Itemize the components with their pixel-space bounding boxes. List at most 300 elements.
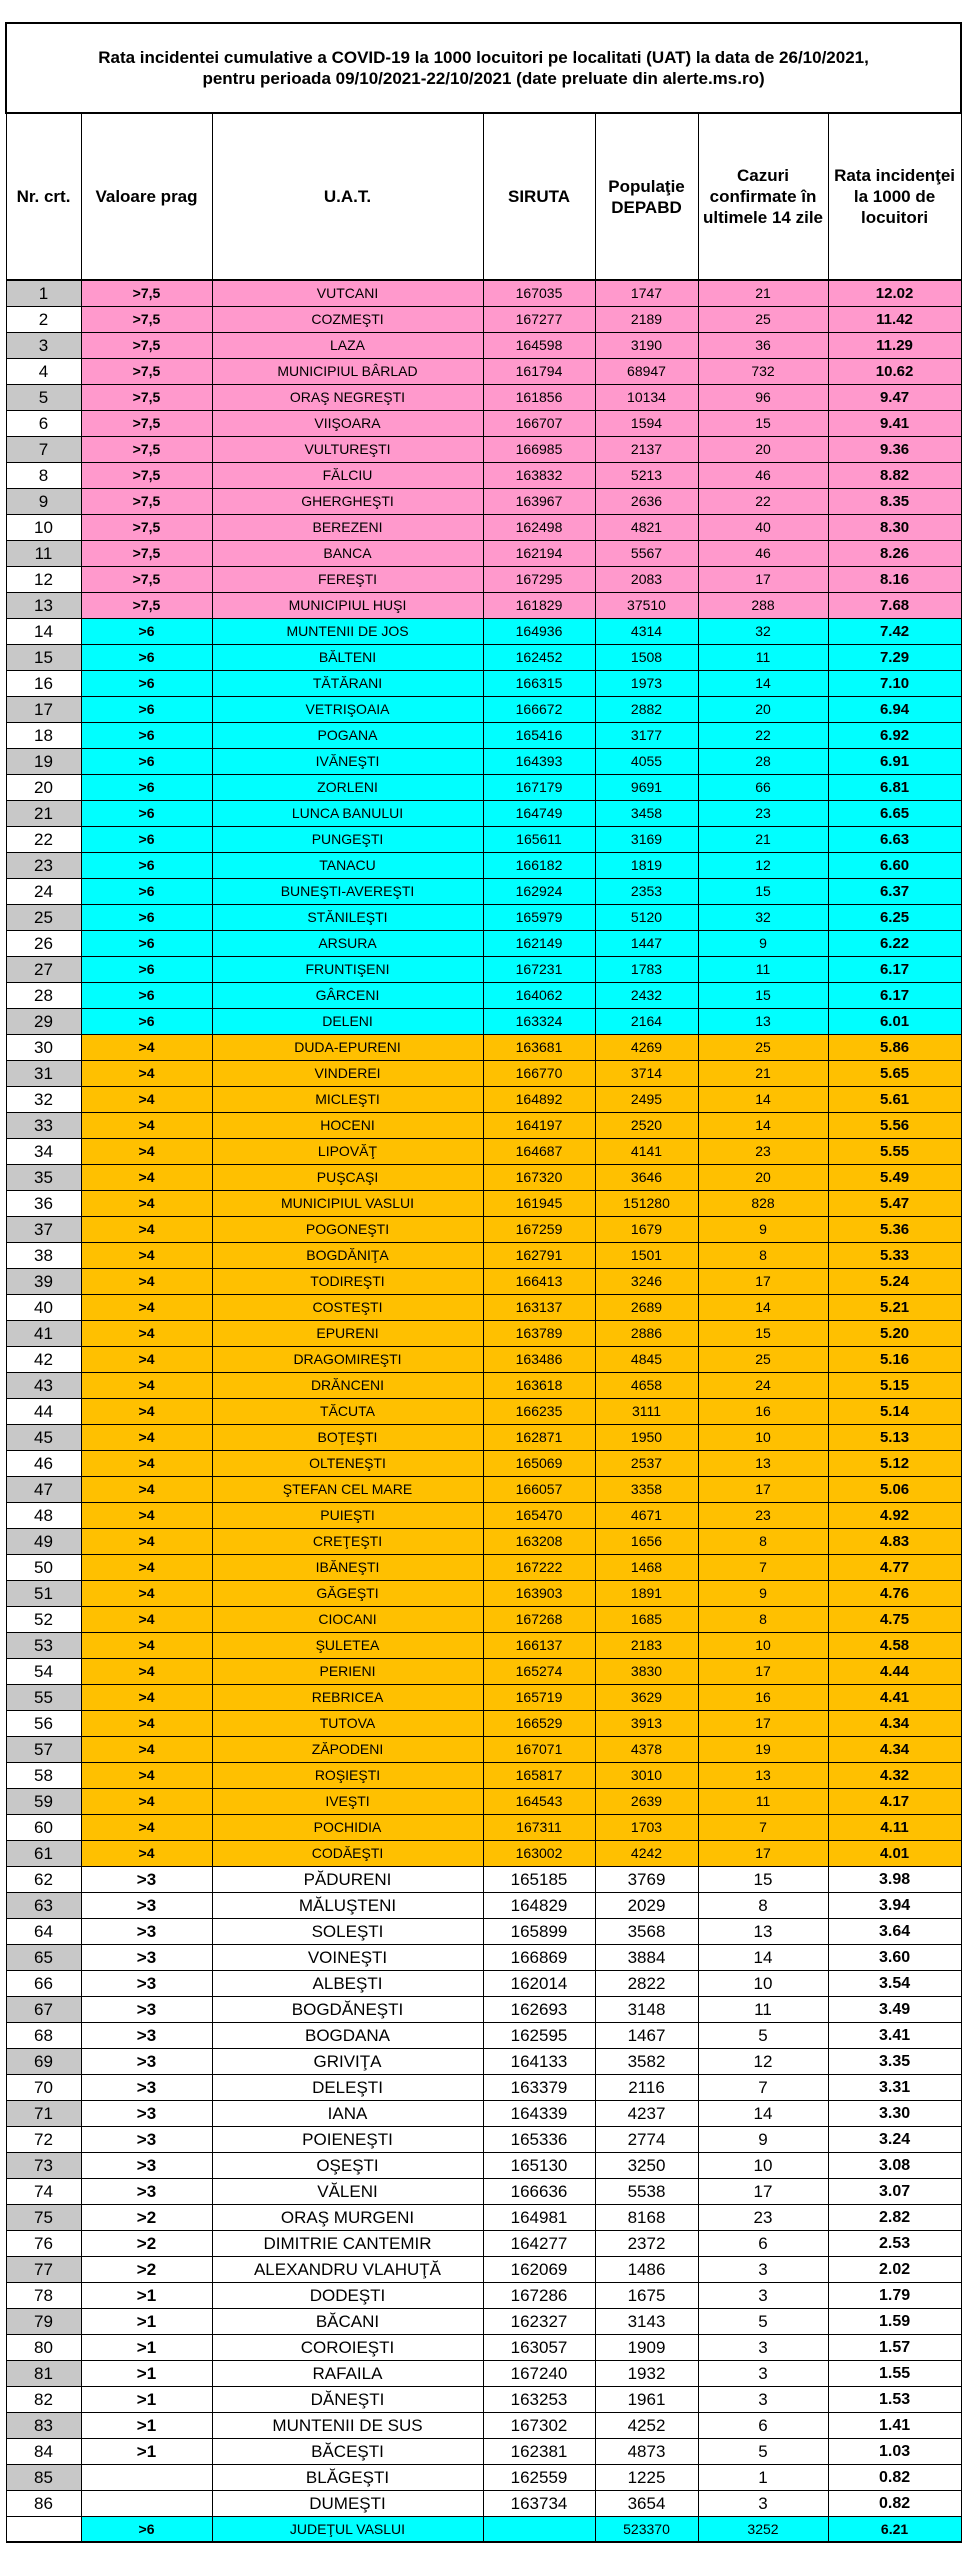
row-prag: >4 [81, 1061, 212, 1087]
row-cases: 10 [698, 1633, 828, 1659]
table-row [6, 1451, 961, 1477]
row-population: 3250 [595, 2153, 698, 2179]
row-uat: POCHIDIA [212, 1815, 483, 1841]
table-row [6, 2335, 961, 2361]
row-population: 4873 [595, 2439, 698, 2465]
row-uat: DRĂNCENI [212, 1373, 483, 1399]
row-rate: 7.68 [828, 593, 961, 619]
row-nr: 43 [6, 1373, 81, 1399]
row-siruta: 166413 [483, 1269, 595, 1295]
row-siruta: 167222 [483, 1555, 595, 1581]
row-rate: 3.35 [828, 2049, 961, 2075]
row-population: 1486 [595, 2257, 698, 2283]
row-population: 1950 [595, 1425, 698, 1451]
row-cases: 14 [698, 2101, 828, 2127]
row-siruta: 165611 [483, 827, 595, 853]
row-siruta: 165336 [483, 2127, 595, 2153]
row-rate: 3.31 [828, 2075, 961, 2101]
row-cases: 23 [698, 1139, 828, 1165]
row-nr: 60 [6, 1815, 81, 1841]
row-prag: >7,5 [81, 333, 212, 359]
row-population: 4845 [595, 1347, 698, 1373]
row-cases: 9 [698, 1581, 828, 1607]
row-prag: >4 [81, 1217, 212, 1243]
row-population: 37510 [595, 593, 698, 619]
row-cases: 10 [698, 2153, 828, 2179]
row-uat: POGANA [212, 723, 483, 749]
row-prag: >4 [81, 1269, 212, 1295]
row-rate: 4.17 [828, 1789, 961, 1815]
row-prag: >4 [81, 1841, 212, 1867]
row-prag: >4 [81, 1607, 212, 1633]
row-uat: EPURENI [212, 1321, 483, 1347]
row-nr: 39 [6, 1269, 81, 1295]
row-nr: 19 [6, 749, 81, 775]
row-cases: 11 [698, 957, 828, 983]
total-siruta [483, 2517, 595, 2543]
row-siruta: 164829 [483, 1893, 595, 1919]
row-rate: 4.92 [828, 1503, 961, 1529]
row-population: 3358 [595, 1477, 698, 1503]
row-siruta: 165979 [483, 905, 595, 931]
row-nr: 62 [6, 1867, 81, 1893]
row-prag: >7,5 [81, 280, 212, 307]
row-prag [81, 2491, 212, 2517]
row-cases: 11 [698, 1789, 828, 1815]
table-row [6, 1009, 961, 1035]
row-rate: 5.21 [828, 1295, 961, 1321]
row-uat: ALBEŞTI [212, 1971, 483, 1997]
row-cases: 732 [698, 359, 828, 385]
row-population: 2537 [595, 1451, 698, 1477]
report-title-line1: Rata incidentei cumulative a COVID-19 la 1000 locuitori pe localitati (UAT) la data de 26/10/2021, [98, 48, 869, 67]
row-nr: 48 [6, 1503, 81, 1529]
row-siruta: 163967 [483, 489, 595, 515]
row-cases: 9 [698, 2127, 828, 2153]
row-rate: 10.62 [828, 359, 961, 385]
row-nr: 76 [6, 2231, 81, 2257]
table-row [6, 1867, 961, 1893]
table-row [6, 1607, 961, 1633]
row-population: 2116 [595, 2075, 698, 2101]
row-prag: >6 [81, 697, 212, 723]
row-population: 3246 [595, 1269, 698, 1295]
row-siruta: 164892 [483, 1087, 595, 1113]
row-prag: >3 [81, 1997, 212, 2023]
row-population: 3913 [595, 1711, 698, 1737]
row-siruta: 163903 [483, 1581, 595, 1607]
row-uat: GHERGHEŞTI [212, 489, 483, 515]
row-rate: 3.41 [828, 2023, 961, 2049]
row-uat: ZORLENI [212, 775, 483, 801]
row-prag: >7,5 [81, 541, 212, 567]
row-uat: COROIEŞTI [212, 2335, 483, 2361]
row-population: 2353 [595, 879, 698, 905]
row-uat: VETRIŞOAIA [212, 697, 483, 723]
table-row [6, 1815, 961, 1841]
row-nr: 77 [6, 2257, 81, 2283]
table-row [6, 2127, 961, 2153]
table-row [6, 645, 961, 671]
row-prag: >1 [81, 2387, 212, 2413]
row-cases: 9 [698, 931, 828, 957]
row-uat: TĂTĂRANI [212, 671, 483, 697]
row-nr: 40 [6, 1295, 81, 1321]
row-prag: >7,5 [81, 593, 212, 619]
row-cases: 13 [698, 1451, 828, 1477]
row-cases: 7 [698, 2075, 828, 2101]
table-row [6, 1399, 961, 1425]
row-nr: 54 [6, 1659, 81, 1685]
row-population: 3169 [595, 827, 698, 853]
row-cases: 3 [698, 2387, 828, 2413]
row-siruta: 166985 [483, 437, 595, 463]
table-row [6, 723, 961, 749]
table-row [6, 2491, 961, 2517]
row-prag: >4 [81, 1425, 212, 1451]
row-uat: VOINEŞTI [212, 1945, 483, 1971]
row-uat: ŞTEFAN CEL MARE [212, 1477, 483, 1503]
row-prag: >6 [81, 775, 212, 801]
row-siruta: 163832 [483, 463, 595, 489]
row-rate: 6.81 [828, 775, 961, 801]
row-population: 3010 [595, 1763, 698, 1789]
row-rate: 1.55 [828, 2361, 961, 2387]
row-siruta: 164133 [483, 2049, 595, 2075]
table-row [6, 1581, 961, 1607]
row-population: 3884 [595, 1945, 698, 1971]
row-nr: 85 [6, 2465, 81, 2491]
table-row [6, 983, 961, 1009]
row-rate: 4.75 [828, 1607, 961, 1633]
table-row [6, 2231, 961, 2257]
row-nr: 57 [6, 1737, 81, 1763]
row-nr: 11 [6, 541, 81, 567]
row-rate: 9.36 [828, 437, 961, 463]
table-row [6, 385, 961, 411]
row-siruta: 162452 [483, 645, 595, 671]
row-uat: DRAGOMIREŞTI [212, 1347, 483, 1373]
row-prag: >3 [81, 2127, 212, 2153]
row-uat: BOGDĂNIŢA [212, 1243, 483, 1269]
row-population: 3568 [595, 1919, 698, 1945]
row-cases: 46 [698, 463, 828, 489]
total-row [6, 2517, 961, 2543]
table-row [6, 1763, 961, 1789]
row-prag: >4 [81, 1373, 212, 1399]
row-prag: >4 [81, 1113, 212, 1139]
row-nr: 9 [6, 489, 81, 515]
table-row [6, 671, 961, 697]
total-nr-cell [6, 2517, 81, 2543]
table-row [6, 1789, 961, 1815]
row-nr: 22 [6, 827, 81, 853]
row-prag: >3 [81, 1893, 212, 1919]
row-siruta: 165130 [483, 2153, 595, 2179]
row-rate: 5.65 [828, 1061, 961, 1087]
row-uat: CODĂEŞTI [212, 1841, 483, 1867]
row-cases: 8 [698, 1243, 828, 1269]
row-prag: >1 [81, 2413, 212, 2439]
row-uat: SOLEŞTI [212, 1919, 483, 1945]
table-row [6, 1971, 961, 1997]
row-rate: 0.82 [828, 2491, 961, 2517]
row-rate: 4.58 [828, 1633, 961, 1659]
row-population: 2639 [595, 1789, 698, 1815]
row-prag: >4 [81, 1581, 212, 1607]
total-uat: JUDEŢUL VASLUI [212, 2517, 483, 2543]
row-nr: 50 [6, 1555, 81, 1581]
row-siruta: 162595 [483, 2023, 595, 2049]
row-cases: 21 [698, 827, 828, 853]
row-uat: CIOCANI [212, 1607, 483, 1633]
row-siruta: 167179 [483, 775, 595, 801]
row-prag: >4 [81, 1035, 212, 1061]
row-siruta: 166770 [483, 1061, 595, 1087]
row-rate: 5.47 [828, 1191, 961, 1217]
row-nr: 68 [6, 2023, 81, 2049]
row-uat: TODIREŞTI [212, 1269, 483, 1295]
row-uat: TĂCUTA [212, 1399, 483, 1425]
table-row [6, 411, 961, 437]
row-nr: 30 [6, 1035, 81, 1061]
row-rate: 5.55 [828, 1139, 961, 1165]
row-population: 1973 [595, 671, 698, 697]
row-siruta: 165899 [483, 1919, 595, 1945]
row-siruta: 163681 [483, 1035, 595, 1061]
row-siruta: 167035 [483, 280, 595, 307]
row-rate: 5.33 [828, 1243, 961, 1269]
row-population: 1594 [595, 411, 698, 437]
row-uat: BĂCANI [212, 2309, 483, 2335]
row-uat: DIMITRIE CANTEMIR [212, 2231, 483, 2257]
row-prag: >4 [81, 1139, 212, 1165]
row-nr: 3 [6, 333, 81, 359]
row-prag: >4 [81, 1685, 212, 1711]
row-nr: 72 [6, 2127, 81, 2153]
row-population: 1891 [595, 1581, 698, 1607]
row-uat: OŞEŞTI [212, 2153, 483, 2179]
header-siruta: SIRUTA [483, 113, 595, 280]
row-uat: RAFAILA [212, 2361, 483, 2387]
table-row [6, 1035, 961, 1061]
row-cases: 12 [698, 2049, 828, 2075]
table-row [6, 1529, 961, 1555]
table-row [6, 1555, 961, 1581]
row-cases: 3 [698, 2257, 828, 2283]
row-rate: 3.49 [828, 1997, 961, 2023]
row-uat: MĂLUŞTENI [212, 1893, 483, 1919]
row-rate: 3.98 [828, 1867, 961, 1893]
row-uat: BEREZENI [212, 515, 483, 541]
row-population: 5567 [595, 541, 698, 567]
row-nr: 25 [6, 905, 81, 931]
row-siruta: 161945 [483, 1191, 595, 1217]
row-uat: ROŞIEŞTI [212, 1763, 483, 1789]
row-prag: >6 [81, 957, 212, 983]
header-uat: U.A.T. [212, 113, 483, 280]
row-cases: 16 [698, 1399, 828, 1425]
row-nr: 51 [6, 1581, 81, 1607]
row-uat: STĂNILEŞTI [212, 905, 483, 931]
table-row [6, 1113, 961, 1139]
row-population: 1508 [595, 645, 698, 671]
row-cases: 17 [698, 1841, 828, 1867]
row-rate: 5.16 [828, 1347, 961, 1373]
table-row [6, 593, 961, 619]
row-cases: 288 [698, 593, 828, 619]
row-cases: 8 [698, 1893, 828, 1919]
row-nr: 10 [6, 515, 81, 541]
row-siruta: 163618 [483, 1373, 595, 1399]
report-title-line2: pentru perioada 09/10/2021-22/10/2021 (date preluate din alerte.ms.ro) [202, 69, 765, 88]
row-uat: FRUNTIŞENI [212, 957, 483, 983]
row-cases: 32 [698, 619, 828, 645]
table-row [6, 931, 961, 957]
row-rate: 7.10 [828, 671, 961, 697]
row-rate: 5.12 [828, 1451, 961, 1477]
row-siruta: 165470 [483, 1503, 595, 1529]
row-population: 2137 [595, 437, 698, 463]
row-cases: 20 [698, 697, 828, 723]
table-row [6, 827, 961, 853]
table-row [6, 2153, 961, 2179]
row-uat: VĂLENI [212, 2179, 483, 2205]
row-nr: 52 [6, 1607, 81, 1633]
row-nr: 14 [6, 619, 81, 645]
row-nr: 47 [6, 1477, 81, 1503]
table-row [6, 2361, 961, 2387]
table-row [6, 905, 961, 931]
row-siruta: 162924 [483, 879, 595, 905]
row-prag [81, 2465, 212, 2491]
row-cases: 7 [698, 1555, 828, 1581]
row-population: 5213 [595, 463, 698, 489]
row-rate: 5.14 [828, 1399, 961, 1425]
report-title [6, 23, 961, 113]
row-population: 151280 [595, 1191, 698, 1217]
row-nr: 70 [6, 2075, 81, 2101]
row-uat: BANCA [212, 541, 483, 567]
row-uat: LIPOVĂŢ [212, 1139, 483, 1165]
row-population: 3177 [595, 723, 698, 749]
row-prag: >1 [81, 2309, 212, 2335]
row-prag: >6 [81, 879, 212, 905]
row-population: 2432 [595, 983, 698, 1009]
row-population: 3769 [595, 1867, 698, 1893]
row-prag: >6 [81, 801, 212, 827]
row-population: 3714 [595, 1061, 698, 1087]
row-siruta: 161794 [483, 359, 595, 385]
row-prag: >4 [81, 1555, 212, 1581]
row-uat: PERIENI [212, 1659, 483, 1685]
row-nr: 69 [6, 2049, 81, 2075]
row-siruta: 162381 [483, 2439, 595, 2465]
table-row [6, 1893, 961, 1919]
header-nr: Nr. crt. [6, 113, 81, 280]
row-cases: 20 [698, 1165, 828, 1191]
row-cases: 14 [698, 671, 828, 697]
row-uat: POGONEŞTI [212, 1217, 483, 1243]
table-row [6, 463, 961, 489]
row-cases: 14 [698, 1295, 828, 1321]
row-siruta: 166636 [483, 2179, 595, 2205]
row-cases: 36 [698, 333, 828, 359]
table-row [6, 2413, 961, 2439]
row-cases: 5 [698, 2023, 828, 2049]
table-row [6, 515, 961, 541]
table-row [6, 2101, 961, 2127]
row-nr: 26 [6, 931, 81, 957]
row-rate: 8.26 [828, 541, 961, 567]
row-prag: >3 [81, 2023, 212, 2049]
row-siruta: 164598 [483, 333, 595, 359]
row-rate: 5.15 [828, 1373, 961, 1399]
row-population: 2882 [595, 697, 698, 723]
row-uat: COSTEŞTI [212, 1295, 483, 1321]
row-prag: >2 [81, 2257, 212, 2283]
row-uat: DUDA-EPURENI [212, 1035, 483, 1061]
row-siruta: 166235 [483, 1399, 595, 1425]
row-cases: 14 [698, 1945, 828, 1971]
row-population: 1679 [595, 1217, 698, 1243]
total-rate: 6.21 [828, 2517, 961, 2543]
row-siruta: 164339 [483, 2101, 595, 2127]
row-rate: 6.94 [828, 697, 961, 723]
row-prag: >4 [81, 1789, 212, 1815]
row-rate: 4.44 [828, 1659, 961, 1685]
header-cases: Cazuri confirmate în ultimele 14 zile [698, 113, 828, 280]
row-rate: 5.61 [828, 1087, 961, 1113]
row-siruta: 163253 [483, 2387, 595, 2413]
row-rate: 3.24 [828, 2127, 961, 2153]
table-row [6, 1997, 961, 2023]
row-prag: >1 [81, 2439, 212, 2465]
row-siruta: 164749 [483, 801, 595, 827]
row-nr: 31 [6, 1061, 81, 1087]
incidence-table [5, 22, 962, 2543]
row-siruta: 166057 [483, 1477, 595, 1503]
row-population: 5120 [595, 905, 698, 931]
row-cases: 13 [698, 1763, 828, 1789]
row-population: 3111 [595, 1399, 698, 1425]
row-nr: 2 [6, 307, 81, 333]
row-rate: 1.41 [828, 2413, 961, 2439]
row-uat: MICLEŞTI [212, 1087, 483, 1113]
row-nr: 7 [6, 437, 81, 463]
row-population: 1501 [595, 1243, 698, 1269]
row-uat: ZĂPODENI [212, 1737, 483, 1763]
row-siruta: 164393 [483, 749, 595, 775]
row-siruta: 166315 [483, 671, 595, 697]
row-population: 4314 [595, 619, 698, 645]
row-rate: 1.57 [828, 2335, 961, 2361]
table-row [6, 1269, 961, 1295]
row-uat: DUMEŞTI [212, 2491, 483, 2517]
row-cases: 13 [698, 1009, 828, 1035]
row-cases: 6 [698, 2231, 828, 2257]
row-uat: MUNICIPIUL BÂRLAD [212, 359, 483, 385]
row-prag: >3 [81, 1867, 212, 1893]
row-prag: >6 [81, 749, 212, 775]
table-row [6, 853, 961, 879]
row-rate: 2.82 [828, 2205, 961, 2231]
row-siruta: 167286 [483, 2283, 595, 2309]
row-population: 1819 [595, 853, 698, 879]
row-uat: IVĂNEŞTI [212, 749, 483, 775]
row-nr: 29 [6, 1009, 81, 1035]
row-prag: >4 [81, 1529, 212, 1555]
